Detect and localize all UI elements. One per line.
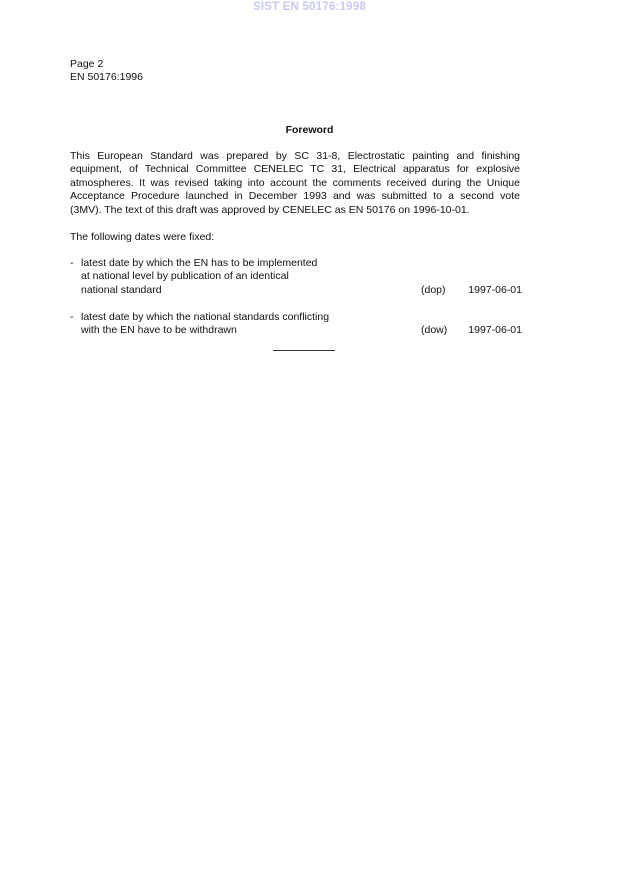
foreword-paragraph	[70, 150, 520, 217]
section-separator	[273, 350, 335, 351]
date-item-line: latest date by which the national standards conflicting	[81, 311, 330, 323]
date-item-dow	[70, 311, 522, 338]
date-value: 1997-06-01	[468, 283, 522, 296]
date-item-line: national standard	[81, 283, 162, 296]
paragraph-line: equipment, of Technical Committee CENELEC TC 31, Electrical apparatus for explosive	[70, 163, 520, 176]
paragraph-line: atmospheres. It was revised taking into account the comments received during the Unique	[70, 176, 520, 189]
date-code: (dop)	[421, 283, 446, 296]
date-code: (dow)	[421, 324, 448, 337]
date-item-line: at national level by publication of an identical	[81, 270, 289, 283]
dates-intro: The following dates were fixed:	[70, 231, 215, 243]
date-item-line: with the EN have to be withdrawn	[81, 324, 237, 337]
date-item-line: latest date by which the EN has to be implemented	[81, 257, 318, 269]
standard-number: EN 50176:1996	[70, 70, 143, 83]
date-value: 1997-06-01	[468, 324, 522, 337]
section-title: Foreword	[285, 124, 334, 136]
paragraph-line: This European Standard was prepared by SC 31-8, Electrostatic painting and finishing	[70, 150, 520, 162]
page-number: Page 2	[70, 58, 104, 70]
paragraph-line: Acceptance Procedure launched in December 1993 and was submitted to a second vote	[70, 190, 520, 203]
paragraph-line: (3MV). The text of this draft was approved by CENELEC as EN 50176 on 1996-10-01.	[70, 203, 470, 216]
list-dash: -	[70, 311, 74, 323]
date-item-dop	[70, 257, 522, 297]
watermark: SIST EN 50176:1998	[253, 1, 366, 13]
list-dash: -	[70, 257, 74, 269]
page-header	[70, 58, 143, 83]
